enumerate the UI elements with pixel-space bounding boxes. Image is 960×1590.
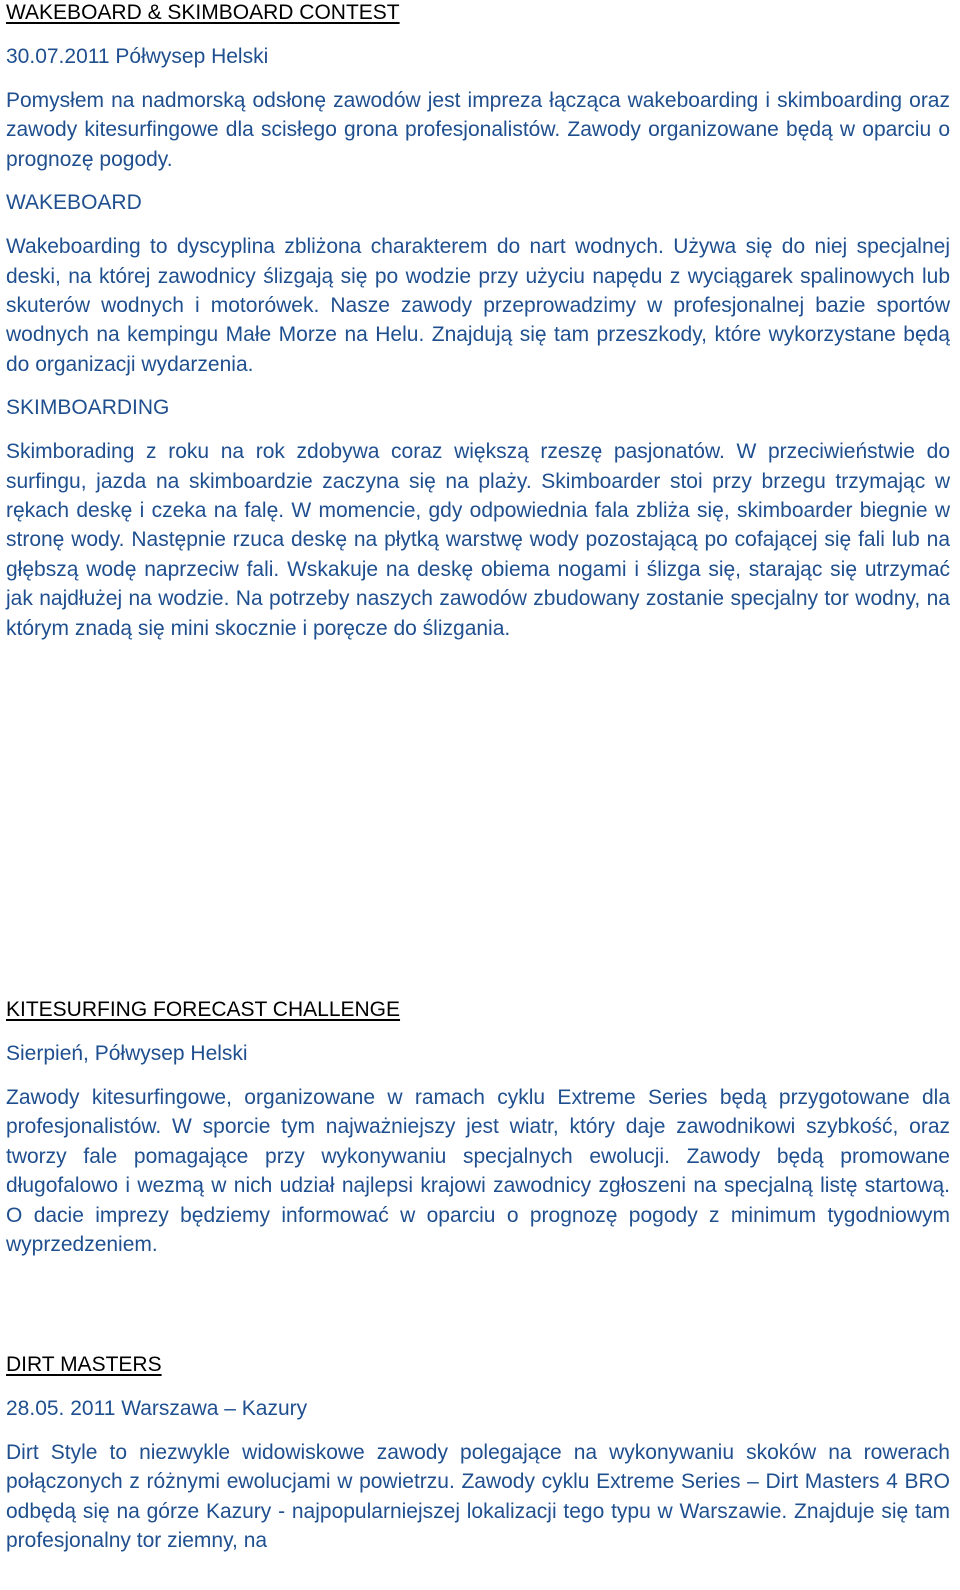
section-wakeboard-skimboard	[6, 0, 950, 643]
intro-paragraph: Pomysłem na nadmorską odsłonę zawodów jest impreza łącząca wakeboarding i skimboarding oraz zawody kitesurfingowe dla scisłego grona profesjonalistów. Zawody organizowane będą w oparciu o prognozę pogody.	[6, 89, 950, 171]
section-title: KITESURFING FORECAST CHALLENGE	[6, 998, 401, 1021]
section-dirt-masters	[6, 1350, 950, 1556]
date-place: 30.07.2011 Półwysep Helski	[6, 45, 269, 68]
kitesurfing-paragraph: Zawody kitesurfingowe, organizowane w ramach cyklu Extreme Series będą przygotowane dla profesjonalistów. W sporcie tym najważniejszy jest wiatr, który daje zawodnikowi szybkość, oraz tworzy fale pomagające przy wykonywaniu specjalnych ewolucji. Zawody będą promowane długofalowo i wezmą w nich udział najlepsi krajowi zawodnicy zgłoszeni na specjalną listę startową. O dacie imprezy będziemy informować w oparciu o prognozę pogody z minimum tygodniowym wyprzedzeniem.	[6, 1086, 950, 1257]
dirt-masters-paragraph: Dirt Style to niezwykle widowiskowe zawody polegające na wykonywaniu skoków na rowerach połączonych z różnymi ewolucjami w powietrzu. Zawody cyklu Extreme Series – Dirt Masters 4 BRO odbędą się na górze Kazury - najpopularniejszej lokalizacji tego typu w Warszawie. Znajduje się tam profesjonalny tor ziemny, na	[6, 1441, 950, 1553]
section-title: DIRT MASTERS	[6, 1353, 162, 1376]
section-kitesurfing	[6, 995, 950, 1259]
skimboarding-paragraph: Skimborading z roku na rok zdobywa coraz większą rzeszę pasjonatów. W przeciwieństwie do surfingu, jazda na skimboardzie zaczyna się na plaży. Skimboarder stoi przy brzegu trzymając w rękach deskę i czeka na falę. W momencie, gdy odpowiednia fala zbliża się, skimboarder biegnie w stronę wody. Następnie rzuca deskę na płytką warstwę wody pozostającą po cofającej się fali lub na głębszą wodę naprzeciw fali. Wskakuje na deskę obiema nogami i ślizga się, starając się utrzymać jak najdłużej na wodzie. Na potrzeby naszych zawodów zbudowany zostanie specjalny tor wodny, na którym znadą się mini skocznie i poręcze do ślizgania.	[6, 440, 950, 640]
subsection-title-skimboarding: SKIMBOARDING	[6, 396, 170, 420]
section-title: WAKEBOARD & SKIMBOARD CONTEST	[6, 1, 400, 24]
date-place: Sierpień, Półwysep Helski	[6, 1042, 248, 1065]
subsection-title-wakeboard: WAKEBOARD	[6, 191, 142, 215]
date-place: 28.05. 2011 Warszawa – Kazury	[6, 1397, 308, 1420]
wakeboard-paragraph: Wakeboarding to dyscyplina zbliżona charakterem do nart wodnych. Używa się do niej specjalnej deski, na której zawodnicy ślizgają się po wodzie przy użyciu napędu z wyciągarek spalinowych lub skuterów wodnych i motorówek. Nasze zawody przeprowadzimy w profesjonalnej bazie sportów wodnych na kempingu Małe Morze na Helu. Znajdują się tam przeszkody, które wykorzystane będą do organizacji wydarzenia.	[6, 235, 950, 376]
